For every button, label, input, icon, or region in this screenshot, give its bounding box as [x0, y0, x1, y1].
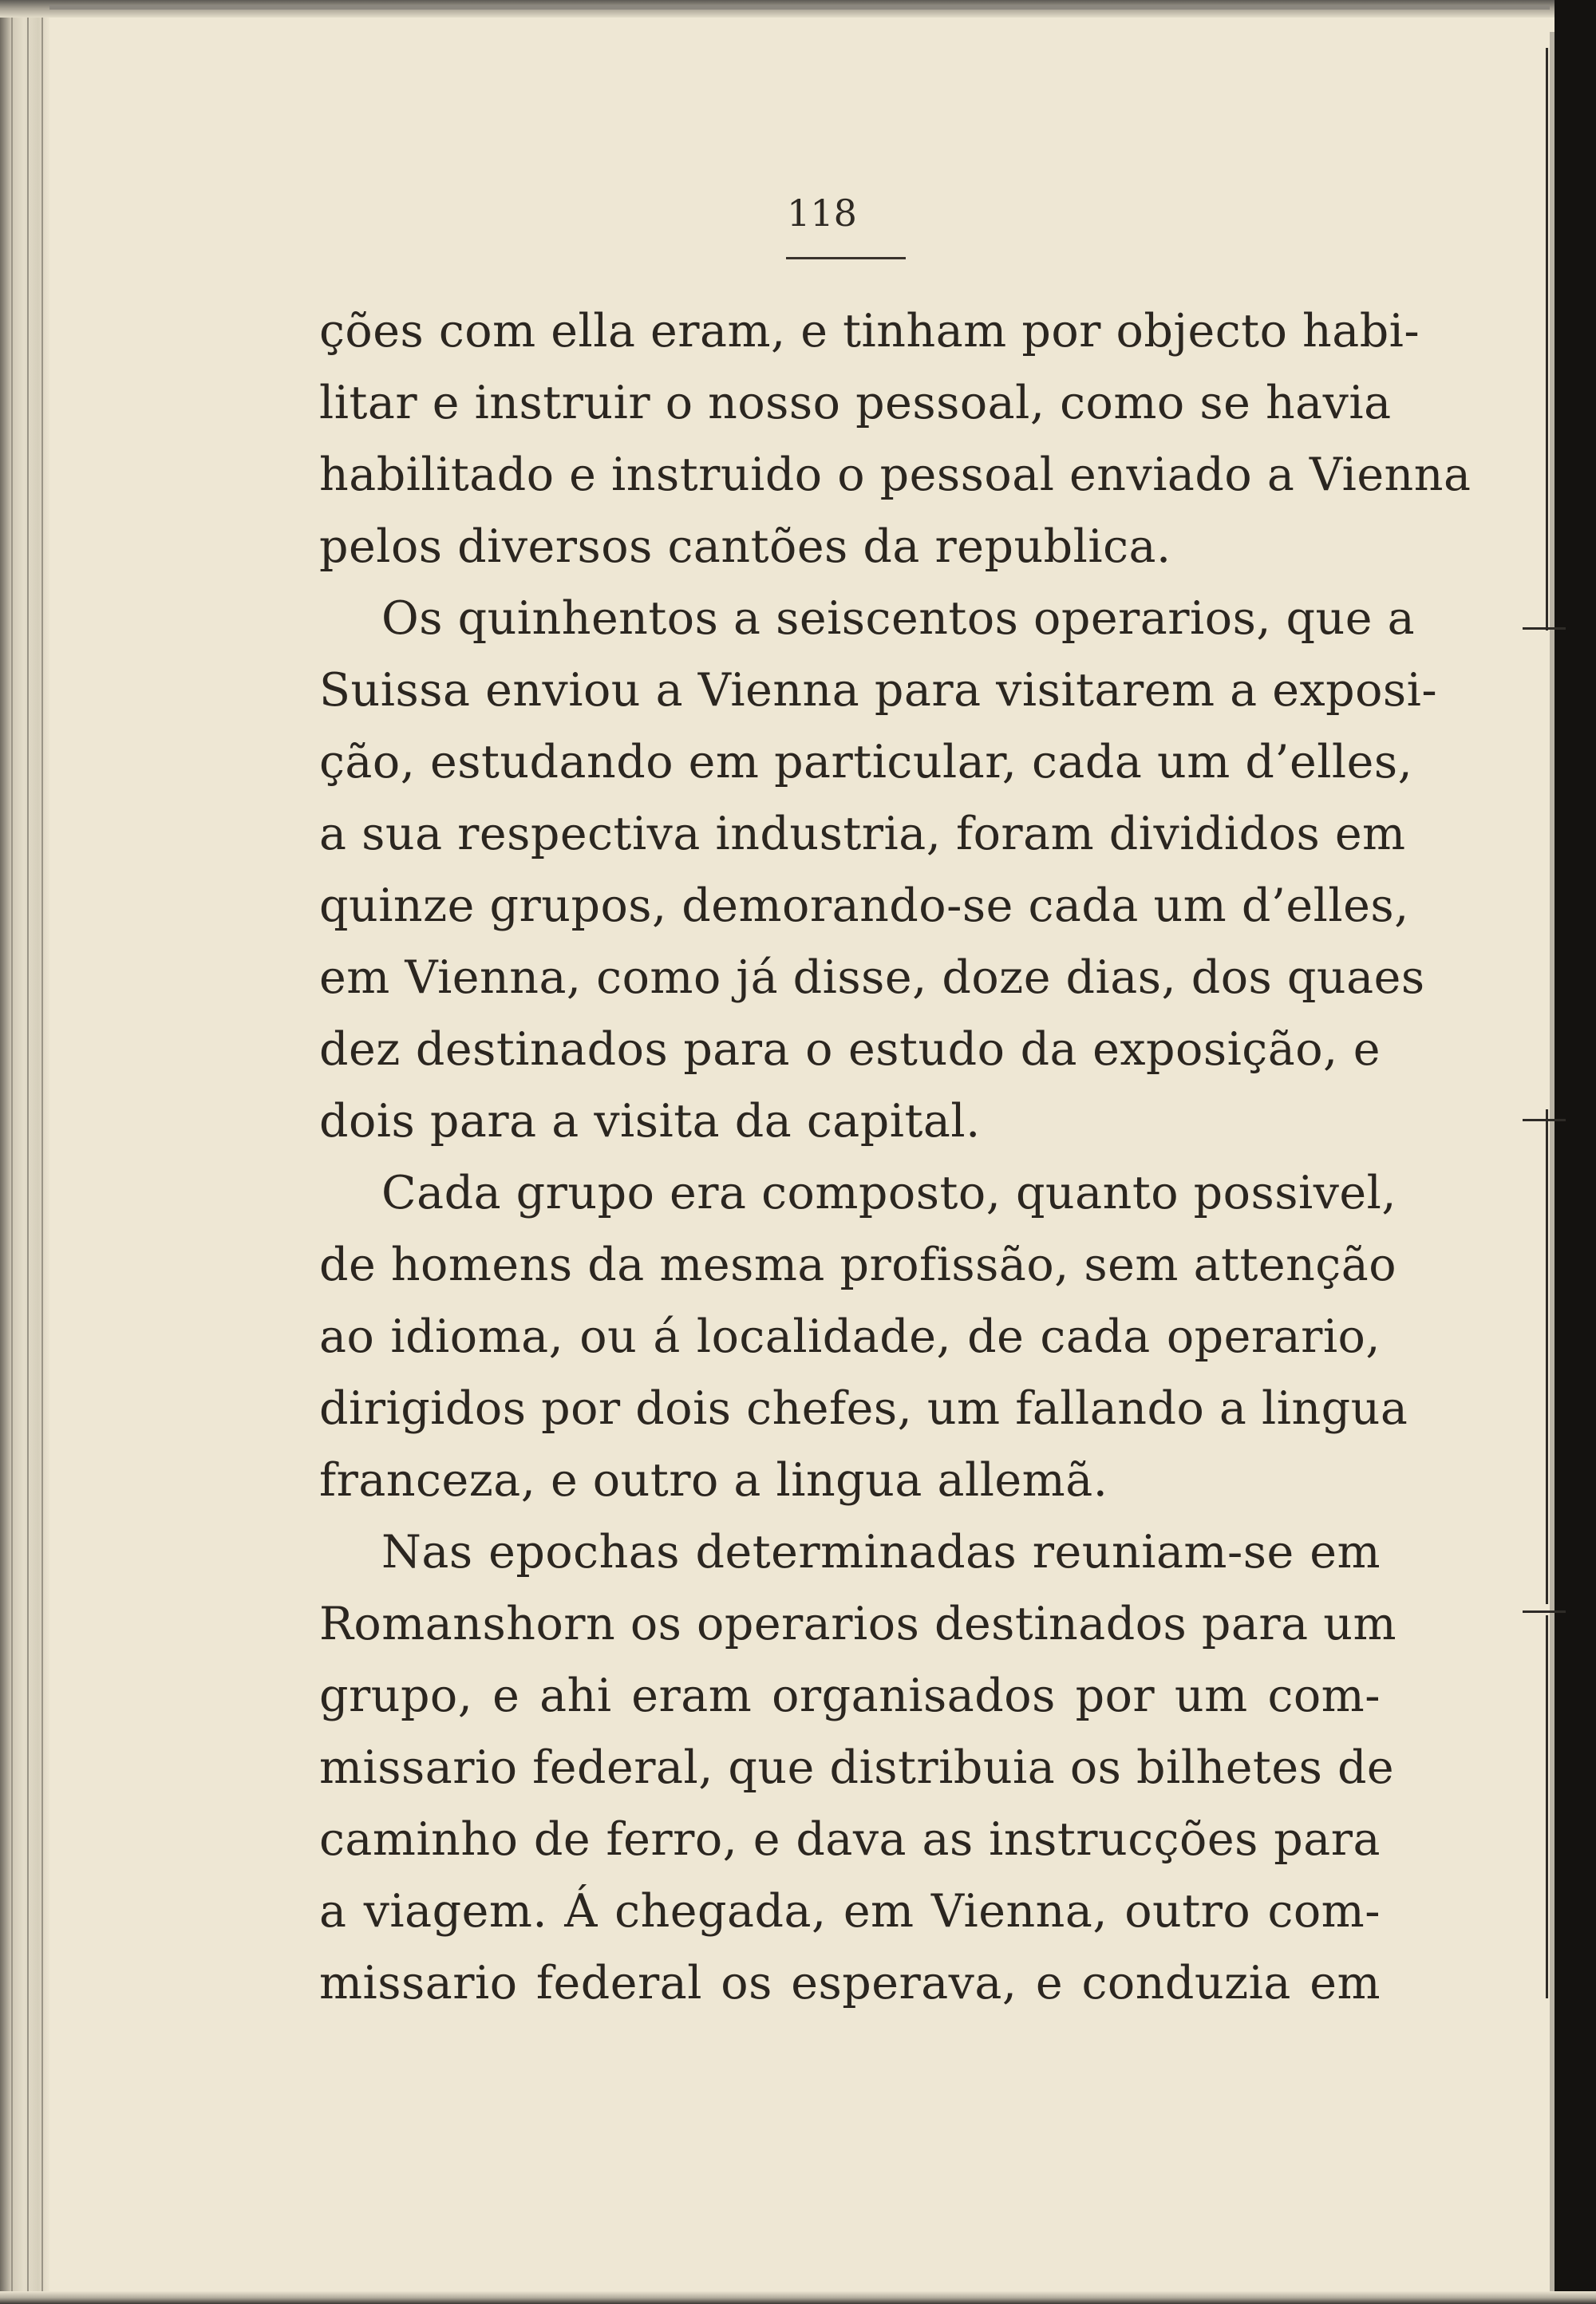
bottom-edge	[0, 2291, 1596, 2304]
gutter-line	[41, 0, 43, 2304]
text-line: Cada grupo era composto, quanto possivel,	[381, 1167, 1396, 1219]
text-line: missario federal os esperava, e conduzia em	[319, 1957, 1381, 2010]
margin-rule	[1546, 48, 1548, 630]
text-line: ções com ella eram, e tinham por objecto habi-	[319, 305, 1420, 358]
text-line: franceza, e outro a lingua allemã.	[319, 1454, 1108, 1507]
margin-tick	[1523, 1610, 1566, 1613]
text-line: em Vienna, como já disse, doze dias, dos quaes	[319, 951, 1425, 1004]
text-line: habilitado e instruido o pessoal enviado a Vienna	[319, 449, 1472, 501]
text-line: ção, estudando em particular, cada um d’elles,	[319, 736, 1413, 788]
body-text	[319, 295, 1472, 2019]
text-line: dirigidos por dois chefes, um fallando a lingua	[319, 1382, 1408, 1435]
gutter-line	[27, 0, 29, 2304]
text-line: quinze grupos, demorando-se cada um d’elles,	[319, 879, 1409, 932]
text-line: a viagem. Á chegada, em Vienna, outro com-	[319, 1885, 1381, 1938]
text-line: dez destinados para o estudo da exposição, e	[319, 1023, 1381, 1076]
margin-rule	[1546, 1615, 1548, 1998]
text-line: litar e instruir o nosso pessoal, como se havia	[319, 377, 1392, 429]
text-line: ao idioma, ou á localidade, de cada operario,	[319, 1310, 1381, 1363]
page-number: 118	[787, 192, 857, 235]
margin-tick	[1523, 1119, 1566, 1121]
text-line: Suissa enviou a Vienna para visitarem a exposi-	[319, 664, 1438, 717]
text-line: grupo, e ahi eram organisados por um com-	[319, 1670, 1381, 1722]
text-line: Os quinhentos a seiscentos operarios, que a	[381, 592, 1416, 645]
page-number-rule	[786, 257, 906, 259]
text-line: dois para a visita da capital.	[319, 1095, 981, 1148]
text-line: pelos diversos cantões da republica.	[319, 520, 1171, 573]
scan-background	[1555, 0, 1596, 2304]
text-line: missario federal, que distribuia os bilhetes de	[319, 1741, 1395, 1794]
text-line: caminho de ferro, e dava as instrucções para	[319, 1813, 1381, 1866]
gutter-line	[11, 0, 13, 2304]
margin-tick	[1523, 627, 1566, 630]
margin-rule	[1546, 1109, 1548, 1604]
top-band	[49, 5, 1550, 10]
text-line: de homens da mesma profissão, sem attenção	[319, 1239, 1397, 1291]
text-line: Nas epochas determinadas reuniam-se em	[381, 1526, 1381, 1579]
text-line: Romanshorn os operarios destinados para um	[319, 1598, 1397, 1650]
text-line: a sua respectiva industria, foram divididos em	[319, 808, 1406, 860]
